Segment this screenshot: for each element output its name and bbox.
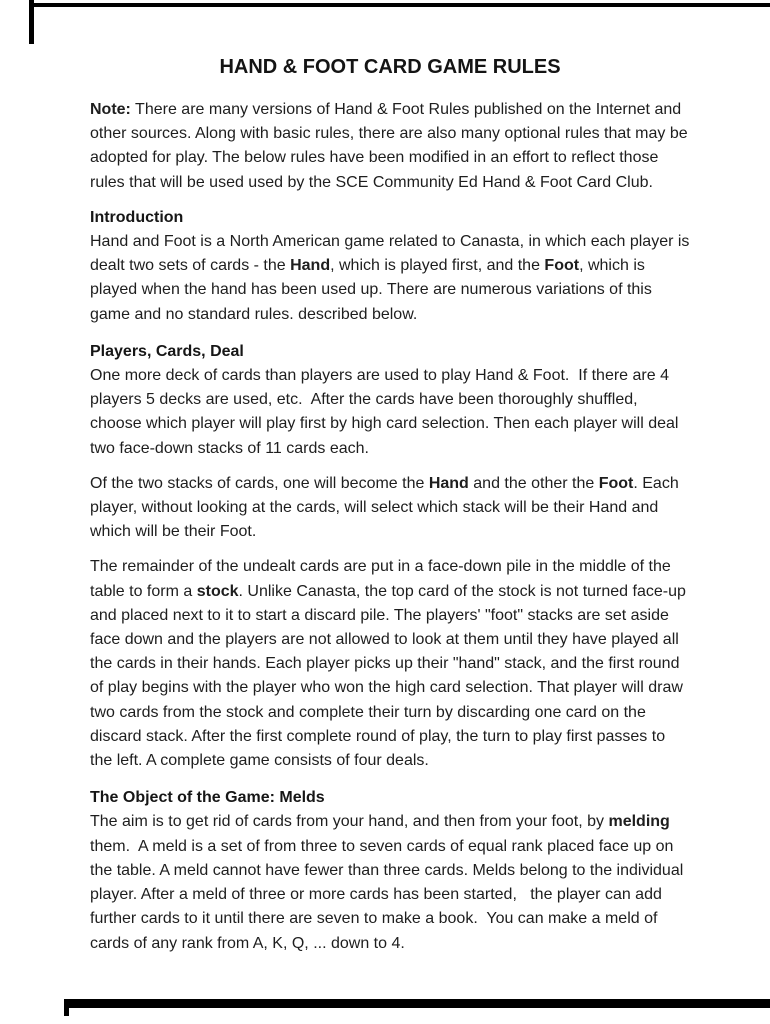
section-heading: Players, Cards, Deal [90,342,244,360]
bold-text-run: Hand [428,474,469,492]
text-run: . Each player, without looking at the cards, will select which stack will be their Hand and which will be their Foot. [90,474,684,541]
bold-text-run: Foot [544,257,580,275]
section-object-of-game-melds [90,786,690,955]
text-run: Of the two stacks of cards, one will become the [90,474,429,492]
paragraph [90,98,693,195]
scan-artifact-top-left-tick [29,0,34,44]
text-run: The aim is to get rid of cards from your hand, and then from your foot, by [90,813,609,831]
paragraph [90,364,690,461]
paragraph [90,230,694,327]
section-heading: The Object of the Game: Melds [90,789,325,807]
paragraph [90,472,690,545]
text-run: Hand and Foot is a North American game related to Canasta, in which each player is dealt two sets of cards - the [90,233,694,275]
bold-text-run: stock [196,582,239,600]
text-run: , which is played when the hand has been used up. There are numerous variations of this game and no standard rules. described below. [90,257,657,323]
text-run: them. A meld is a set of from three to seven cards of equal rank placed face up on the table. A meld cannot have fewer than three cards. Melds belong to the individual player. After a meld of three or more cards has been started, the player can add further cards to it until there are seven to make a book. You can make a meld of cards of any rank from A, K, Q, ... down to 4. [90,813,688,952]
section-note [90,98,693,195]
paragraph [90,555,690,773]
bold-text-run: Hand [290,257,331,275]
bold-text-run: melding [608,813,670,831]
bold-text-run: Foot [598,474,634,492]
bold-text-run: Note: [90,101,131,118]
scan-artifact-top-line [31,3,770,7]
section-heading: Introduction [90,208,184,226]
text-run: and the other the [468,474,599,492]
text-run: . Unlike Canasta, the top card of the stock is not turned face-up and placed next to it to start a discard pile. The players' "foot" stacks are set aside face down and the players are not allowed to look at them until they have played all the cards in their hands. Each player picks up their "hand" stack, and the first round of play begins with the player who won the high card selection. That player will draw two cards from the stock and complete their turn by discarding one card on the discard stack. After the first complete round of play, the turn to play first passes to the left. A complete game consists of four deals. [90,582,691,770]
text-run: There are many versions of Hand & Foot Rules published on the Internet and other sources. Along with basic rules, there are also many optional rules that may be adopted for play. The below rules have been modified in an effort to reflect those rules that will be used used by the SCE Community Ed Hand & Foot Card Club. [90,101,693,191]
scan-artifact-bottom-left-tick [64,999,69,1016]
text-run: , which is played first, and the [330,257,545,275]
paragraph [90,810,690,955]
document-content [90,54,694,967]
section-introduction [90,206,694,327]
text-run: One more deck of cards than players are used to play Hand & Foot. If there are 4 players 5 decks are used, etc. After the cards have been thoroughly shuffled, choose which player will play first by high card selection. Then each player will deal two face-down stacks of 11 cards each. [90,367,683,457]
text-run: The remainder of the undealt cards are put in a face-down pile in the middle of the table to form a [90,558,676,600]
page-title: HAND & FOOT CARD GAME RULES [219,56,561,78]
section-players-cards-deal [90,340,690,773]
scan-artifact-bottom-bar [64,999,770,1008]
